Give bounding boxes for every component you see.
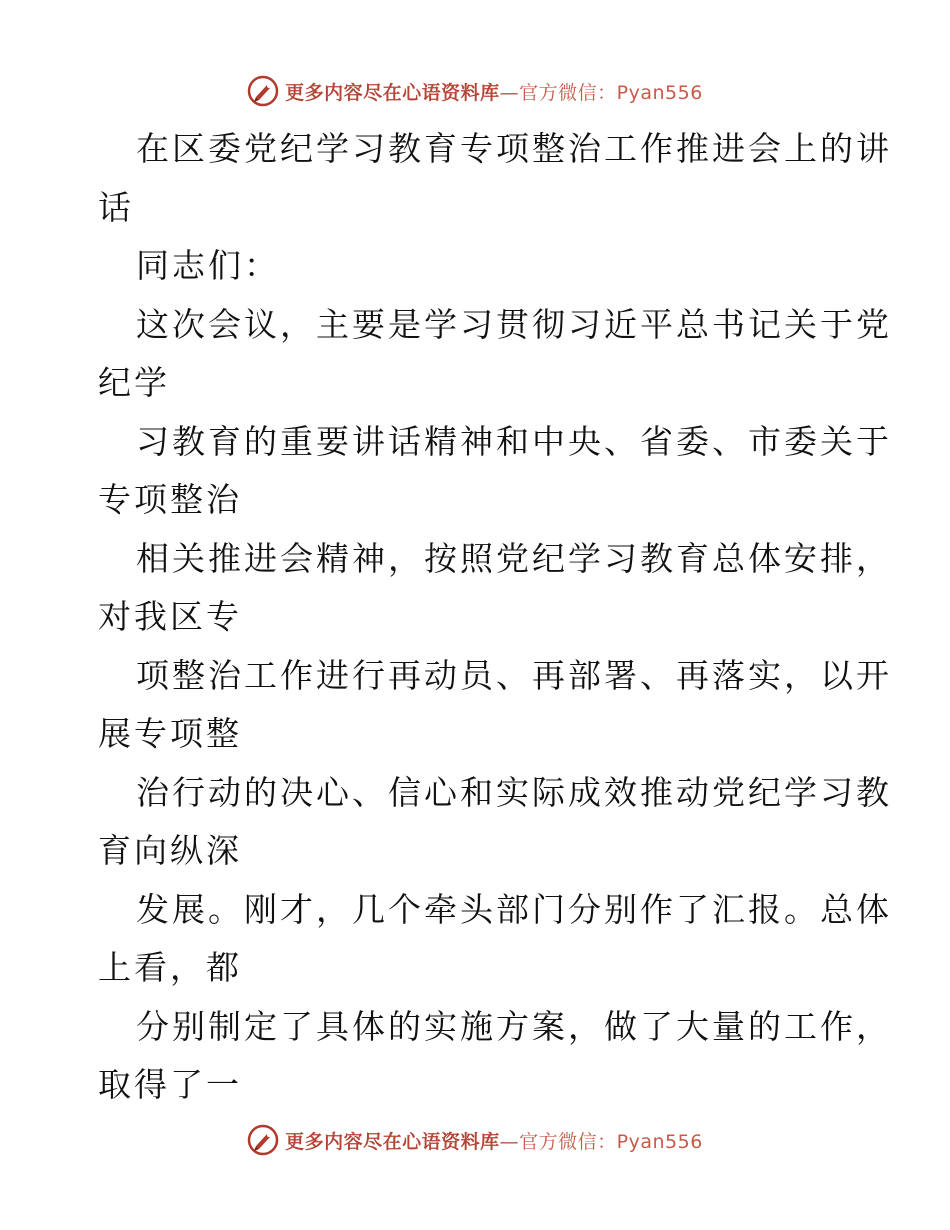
doc-line: 专项整治: [98, 480, 242, 519]
doc-line: 对我区专: [98, 597, 242, 636]
doc-line: 取得了一: [98, 1065, 242, 1104]
doc-line: 上看，都: [98, 948, 242, 987]
doc-salutation: 同志们：: [136, 246, 280, 285]
footer-contact: 官方微信：Pyan556: [519, 1130, 703, 1153]
pen-logo-icon: [247, 75, 279, 107]
doc-title-line-2: 话: [98, 187, 134, 227]
doc-line: 分别制定了具体的实施方案，做了大量的工作，: [136, 1006, 892, 1046]
doc-line: 项整治工作进行再动员、再部署、再落实，以开: [136, 655, 892, 695]
doc-line: 习教育的重要讲话精神和中央、省委、市委关于: [136, 421, 892, 461]
document-body: [98, 120, 892, 1115]
doc-line: 育向纵深: [98, 831, 242, 870]
doc-line: 相关推进会精神，按照党纪学习教育总体安排，: [136, 538, 892, 578]
doc-line: 这次会议，主要是学习贯彻习近平总书记关于党: [136, 304, 892, 344]
doc-line: 发展。刚才，几个牵头部门分别作了汇报。总体: [136, 889, 892, 929]
doc-line: 纪学: [98, 363, 170, 402]
doc-line: 展专项整: [98, 714, 242, 753]
doc-line: 治行动的决心、信心和实际成效推动党纪学习教: [136, 772, 892, 812]
header-separator: —: [499, 81, 520, 104]
header-banner: [0, 71, 950, 111]
header-banner-text: [285, 78, 703, 105]
header-brand: 更多内容尽在心语资料库: [285, 81, 500, 104]
pen-logo-icon: [247, 1124, 279, 1156]
footer-banner-text: [285, 1127, 703, 1154]
footer-separator: —: [499, 1130, 520, 1153]
doc-title-line-1: 在区委党纪学习教育专项整治工作推进会上的讲: [136, 129, 892, 168]
footer-brand: 更多内容尽在心语资料库: [285, 1130, 500, 1153]
header-contact: 官方微信：Pyan556: [519, 81, 703, 104]
footer-banner: [0, 1120, 950, 1160]
